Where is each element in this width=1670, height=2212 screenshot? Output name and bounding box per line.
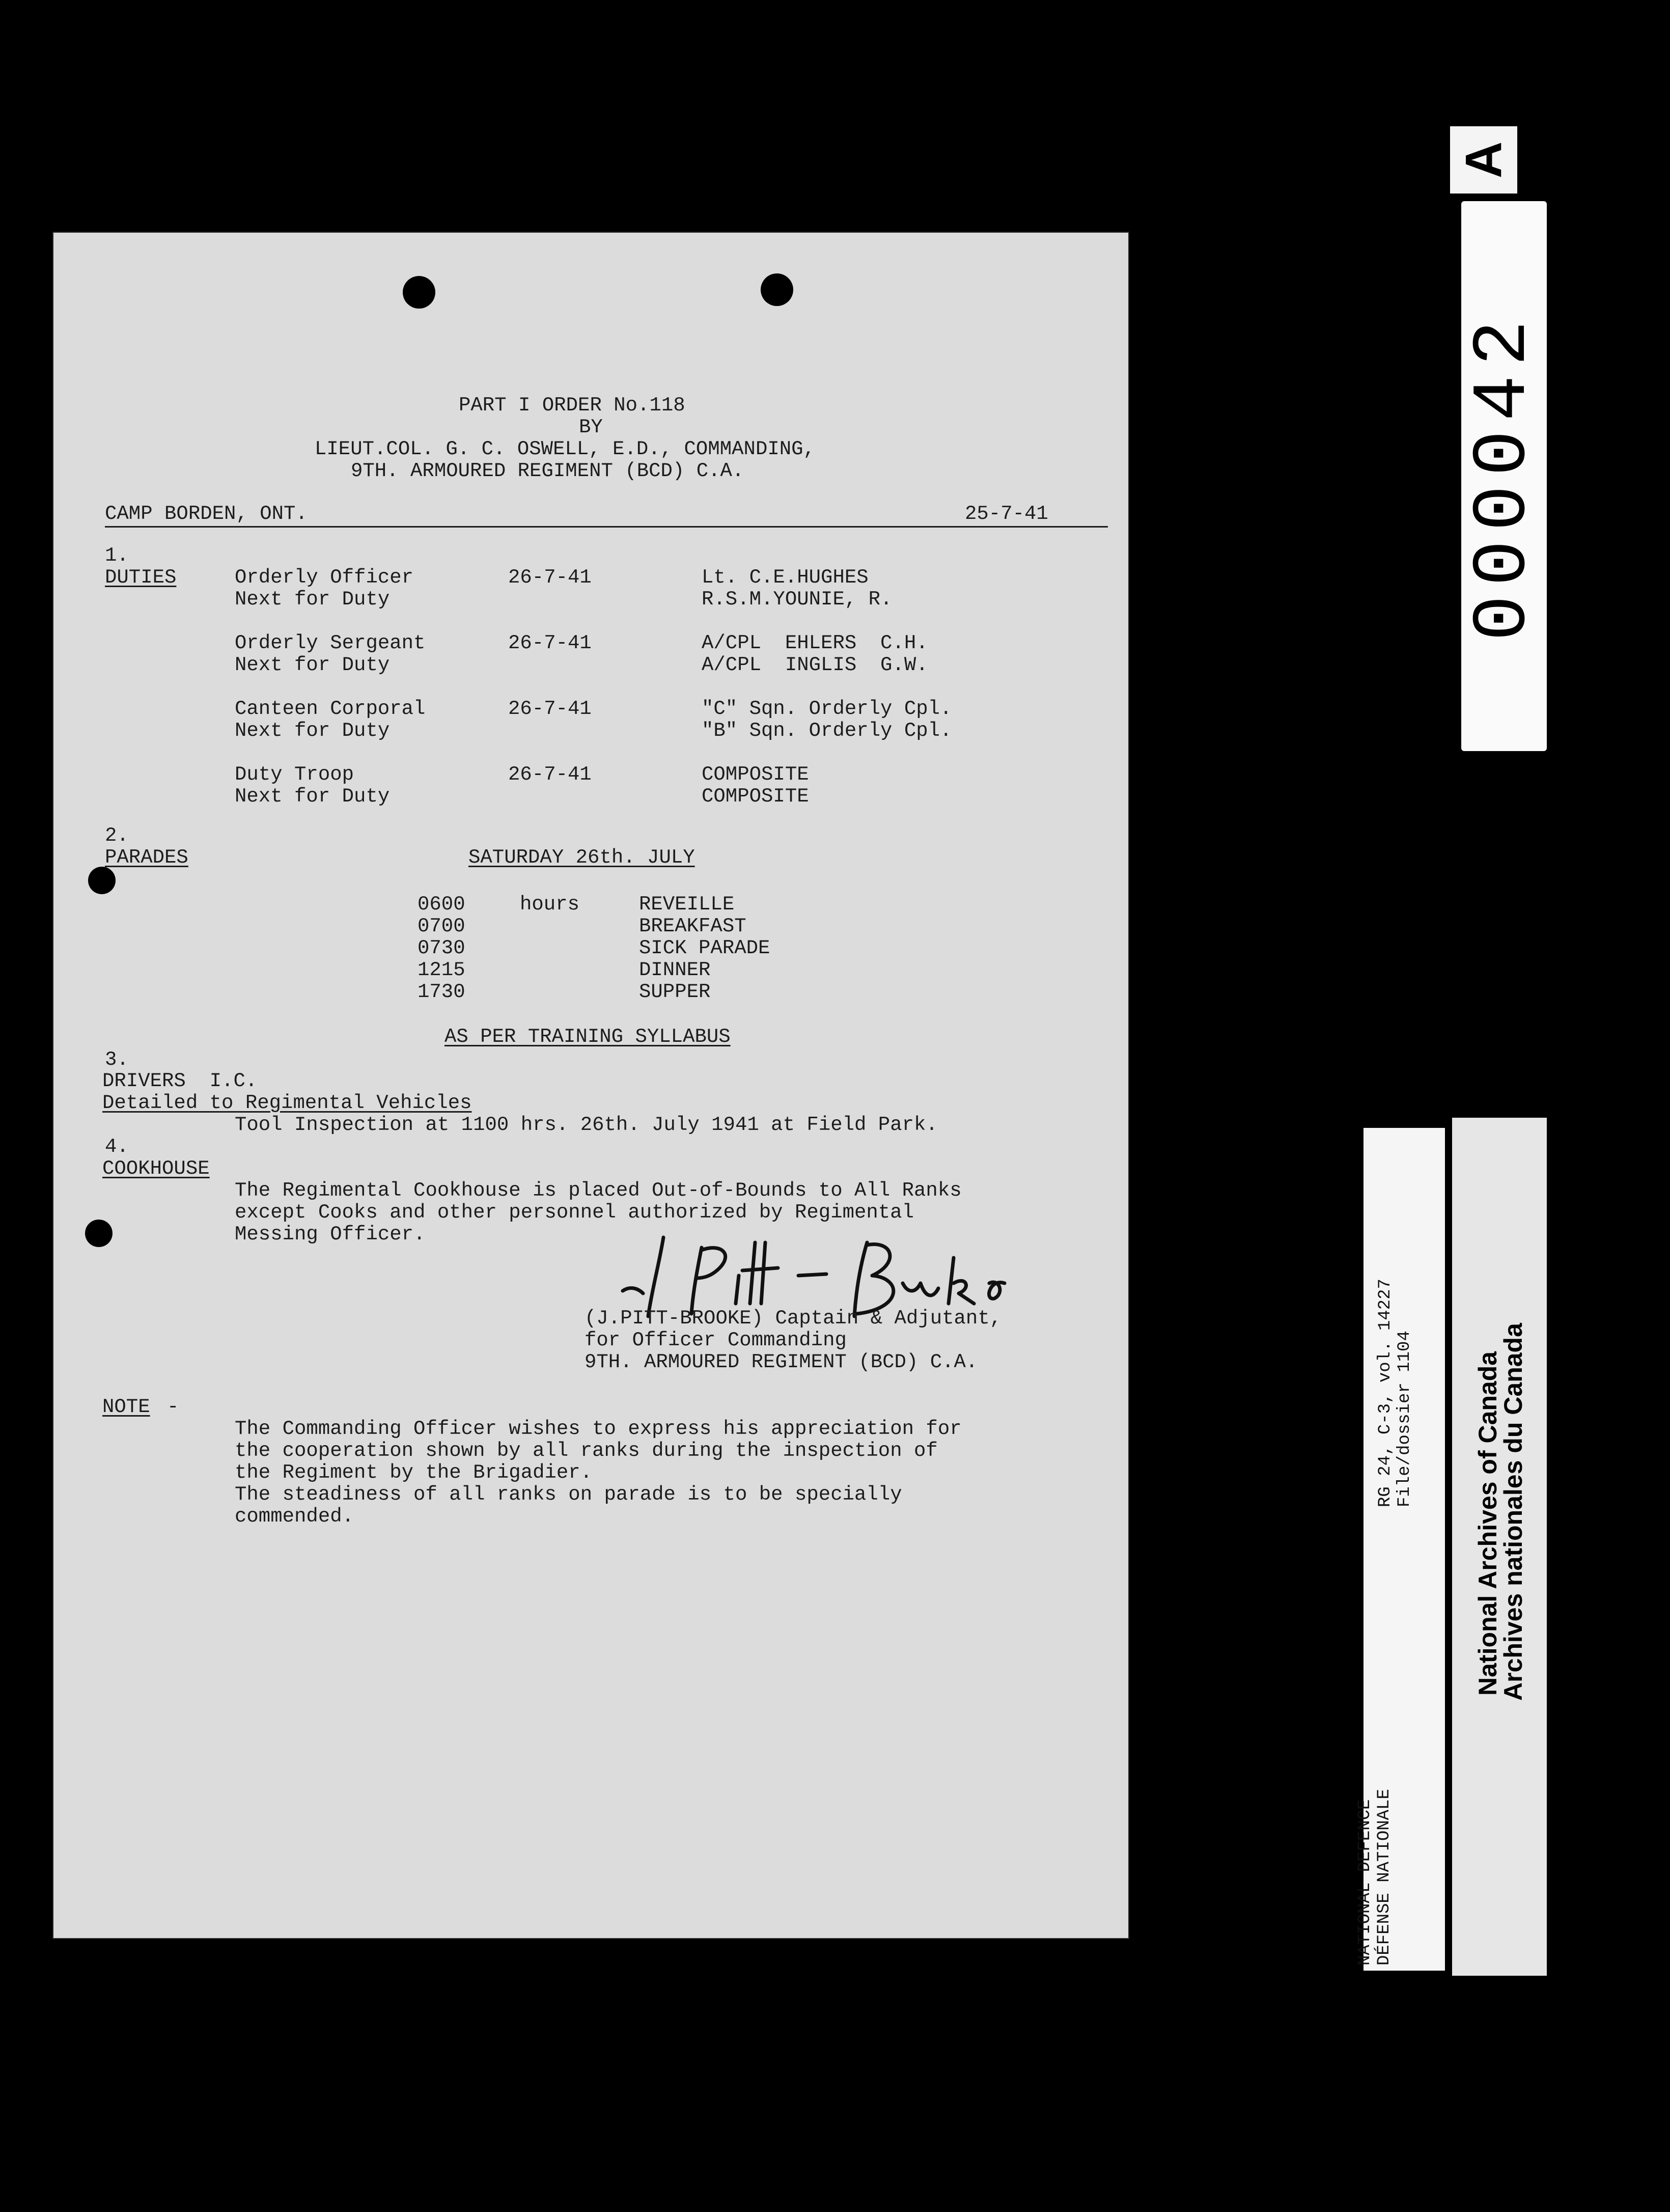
duty-name: COMPOSITE [702,763,809,786]
duty-role: Next for Duty [235,654,390,676]
signature-line: for Officer Commanding [584,1329,847,1351]
parade-time: 1215 [418,959,465,981]
archive-reference-line: File/dossier 1104 [1395,1331,1414,1507]
section-heading-parades: PARADES [105,846,188,869]
document-page [52,232,1129,1939]
punch-hole-right [761,273,793,306]
section-heading-cookhouse: COOKHOUSE [102,1157,210,1180]
duty-date: 26-7-41 [508,566,592,589]
duty-date: 26-7-41 [508,763,592,786]
order-regiment: 9TH. ARMOURED REGIMENT (BCD) C.A. [351,460,744,482]
archive-department-line: NATIONAL DEFENCE [1355,1799,1375,1966]
section-number: 3. [105,1048,129,1071]
drivers-subheading: Detailed to Regimental Vehicles [102,1092,472,1114]
duty-role: Next for Duty [235,588,390,611]
note-line: The steadiness of all ranks on parade is to be specially [235,1483,902,1506]
parades-date: SATURDAY 26th. JULY [468,846,695,869]
place: CAMP BORDEN, ONT. [105,503,308,525]
parades-hours-label: hours [520,893,580,916]
order-by: BY [579,416,603,438]
parade-event: SICK PARADE [639,937,770,959]
section-heading-duties: DUTIES [105,566,177,589]
duty-date: 26-7-41 [508,632,592,654]
parade-time: 0600 [418,893,465,916]
parade-event: SUPPER [639,981,711,1003]
duty-name: "C" Sqn. Orderly Cpl. [702,698,952,720]
note-line: the Regiment by the Brigadier. [235,1461,593,1484]
parade-time: 0730 [418,937,465,959]
note-heading: NOTE [102,1396,150,1418]
duty-name: "B" Sqn. Orderly Cpl. [702,720,952,742]
parade-time: 0700 [418,915,465,937]
duty-name: A/CPL INGLIS G.W. [702,654,928,676]
duty-role: Duty Troop [235,763,354,786]
cookhouse-line: Messing Officer. [235,1223,426,1246]
note-dash: - [167,1396,179,1418]
archive-institution-line: Archives nationales du Canada [1499,1323,1527,1701]
archive-reference-line: RG 24, C-3, vol. 14227 [1376,1279,1395,1507]
duty-date: 26-7-41 [508,698,592,720]
order-date: 25-7-41 [965,503,1048,525]
parade-event: BREAKFAST [639,915,746,937]
cookhouse-line: The Regimental Cookhouse is placed Out-of-Bounds to All Ranks [235,1179,962,1202]
frame-number: 000042 [1461,311,1547,642]
section-number: 1. [105,544,129,567]
archive-department-line: DÉFENSE NATIONALE [1375,1789,1394,1966]
order-title: PART I ORDER No.118 [459,394,685,417]
drivers-text: Tool Inspection at 1100 hrs. 26th. July 1941 at Field Park. [235,1114,938,1136]
parade-event: REVEILLE [639,893,735,916]
duty-name: Lt. C.E.HUGHES [702,566,869,589]
parade-event: DINNER [639,959,711,981]
punch-hole-left [403,276,435,309]
ink-blot [85,1220,113,1247]
duty-role: Canteen Corporal [235,698,426,720]
order-commanding: LIEUT.COL. G. C. OSWELL, E.D., COMMANDING, [315,438,815,460]
parade-time: 1730 [418,981,465,1003]
duty-name: R.S.M.YOUNIE, R. [702,588,893,611]
duty-name: COMPOSITE [702,785,809,808]
cookhouse-line: except Cooks and other personnel authorized by Regimental [235,1201,914,1224]
duty-role: Orderly Officer [235,566,414,589]
section-number: 2. [105,824,129,847]
signature-line: (J.PITT-BROOKE) Captain & Adjutant, [584,1307,1002,1330]
duty-role: Orderly Sergeant [235,632,426,654]
parades-footer: AS PER TRAINING SYLLABUS [444,1026,731,1048]
ink-blot [88,867,116,894]
section-heading-drivers: DRIVERS I.C. [102,1070,258,1092]
note-line: the cooperation shown by all ranks during the inspection of [235,1440,938,1462]
archive-tab-letter: A [1455,141,1512,179]
note-line: commended. [235,1505,354,1528]
duty-name: A/CPL EHLERS C.H. [702,632,928,654]
header-rule [105,526,1108,528]
archive-institution-line: National Archives of Canada [1473,1351,1502,1696]
signature-line: 9TH. ARMOURED REGIMENT (BCD) C.A. [584,1351,978,1373]
section-number: 4. [105,1136,129,1158]
duty-role: Next for Duty [235,720,390,742]
note-line: The Commanding Officer wishes to express his appreciation for [235,1418,962,1440]
duty-role: Next for Duty [235,785,390,808]
